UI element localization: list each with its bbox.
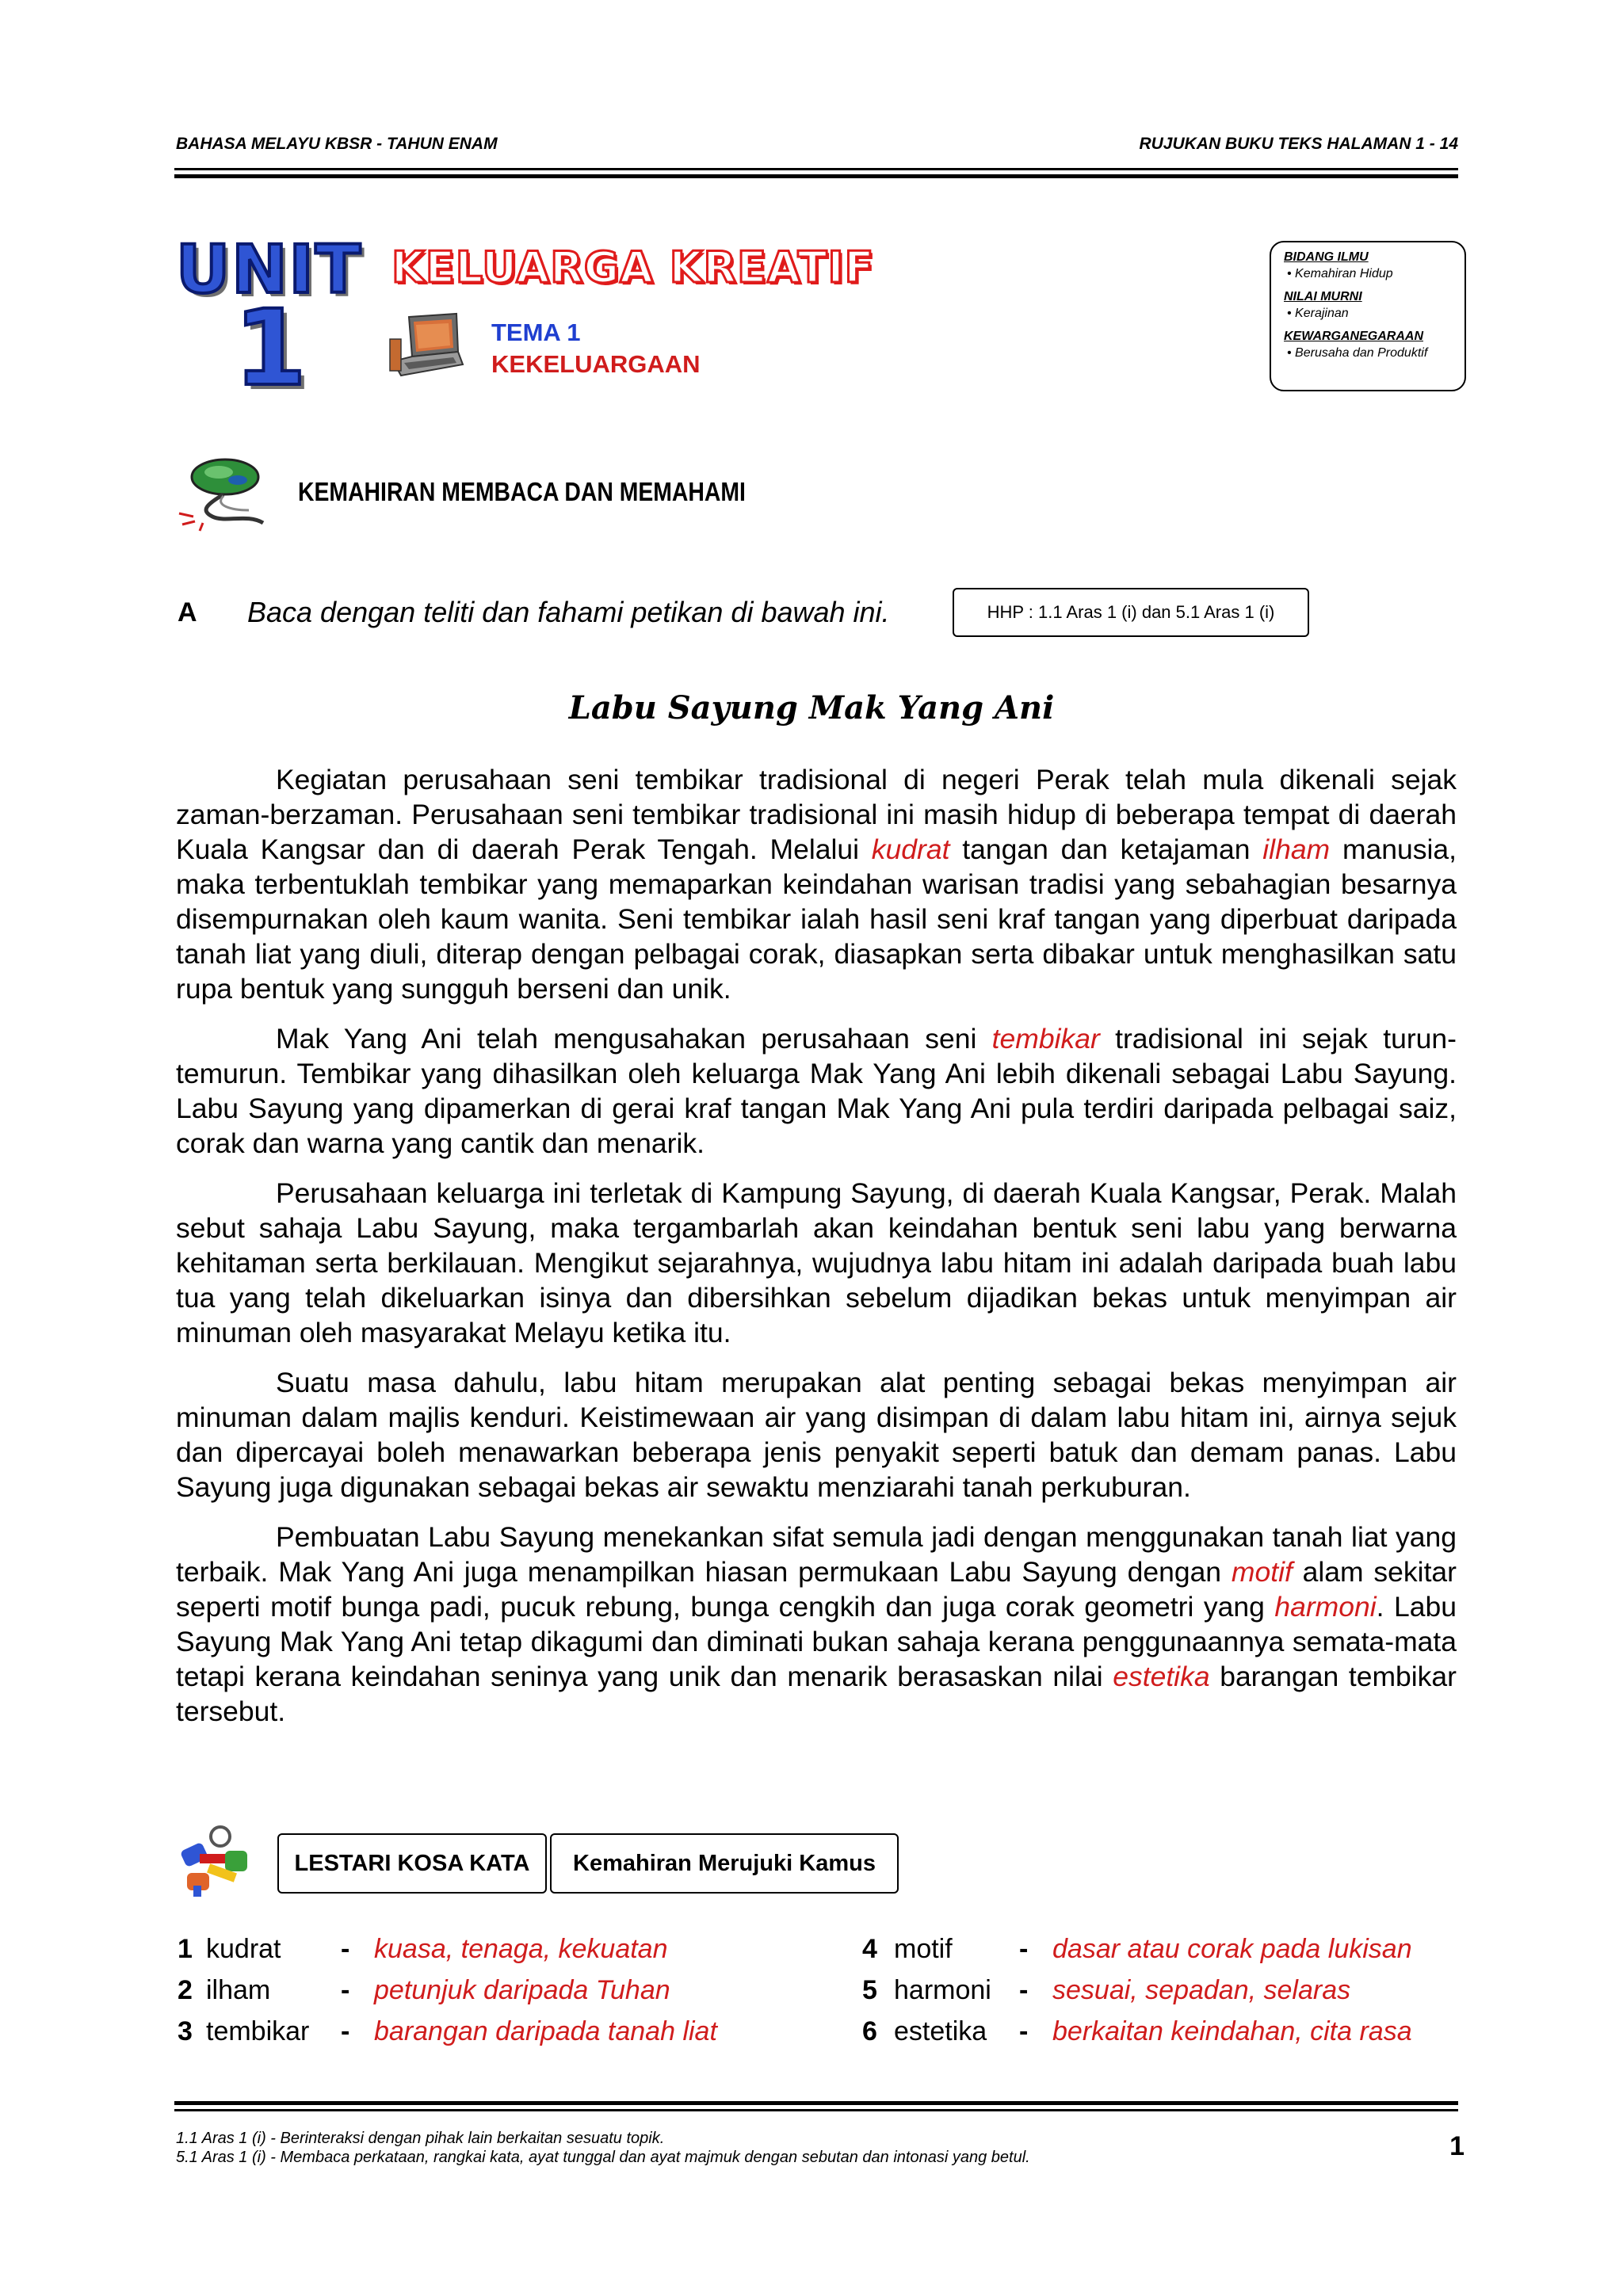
tema-name: KEKELUARGAAN [491, 350, 701, 378]
unit-number: 1 [234, 288, 307, 410]
footnote-2: 5.1 Aras 1 (i) - Membaca perkataan, rangkai kata, ayat tunggal dan ayat majmuk dengan sebutan dan intonasi yang betul. [176, 2149, 1030, 2166]
tema-label: TEMA 1 [491, 318, 581, 346]
highlight-motif: motif [1231, 1556, 1293, 1588]
highlight-estetika: estetika [1113, 1661, 1210, 1692]
keys-icon [176, 1822, 260, 1898]
highlight-harmoni: harmoni [1274, 1591, 1377, 1623]
bidang-ilmu-item: • Kemahiran Hidup [1287, 267, 1393, 280]
story-title: Labu Sayung Mak Yang Ani [568, 689, 1055, 727]
paragraph-4: Suatu masa dahulu, labu hitam merupakan alat penting sebagai bekas menyimpan air minuman dalam majlis kenduri. Keistimewaan air yang disimpan di dalam labu hitam ini, airnya sejuk dan dipercayai boleh menawarkan beberapa jenis penyakit seperti batuk dan demam panas. Labu Sayung juga digunakan sebagai bekas air sewaktu menziarahi tanah perkuburan. [176, 1367, 1457, 1503]
globe-icon [176, 455, 276, 534]
highlight-ilham: ilham [1262, 833, 1331, 865]
footer-rule-thin [174, 2109, 1458, 2111]
info-box [1270, 241, 1466, 391]
paragraph-1: Kegiatan perusahaan seni tembikar tradisional di negeri Perak telah mula dikenali sejak zaman-berzaman. Perusahaan seni tembikar tradisional ini masih hidup di beberapa tempat di daerah Kuala Kangsar dan di daerah Perak Tengah. Melalui kudrat tangan dan ketajaman ilham manusia, maka terbentuklah tembikar yang memaparkan keindahan warisan tradisi yang sebahagian besarnya disempurnakan oleh kaum wanita. Seni tembikar ialah hasil seni kraf tangan yang diperbuat daripada tanah liat yang diuli, diterap dengan pelbagai corak, diasapkan serta dibakar untuk menghasilkan satu rupa bentuk yang sungguh berseni dan unik. [176, 764, 1457, 1005]
tab-lestari-kosa-kata: LESTARI KOSA KATA [277, 1833, 547, 1894]
bidang-ilmu-label: BIDANG ILMU [1284, 250, 1369, 264]
header-rule-thick [174, 174, 1458, 178]
section-heading: KEMAHIRAN MEMBACA DAN MEMAHAMI [298, 477, 746, 506]
hhp-box: HHP : 1.1 Aras 1 (i) dan 5.1 Aras 1 (i) [953, 588, 1309, 637]
kewarganegaraan-item: • Berusaha dan Produktif [1287, 346, 1428, 360]
nilai-murni-label: NILAI MURNI [1284, 290, 1362, 303]
unit-title: KELUARGA KREATIF [391, 242, 875, 292]
story-body [176, 762, 1457, 1744]
laptop-icon [387, 312, 466, 383]
highlight-tembikar: tembikar [991, 1023, 1100, 1055]
paragraph-2: Mak Yang Ani telah mengusahakan perusahaan seni tembikar tradisional ini sejak turun-temurun. Tembikar yang dihasilkan oleh keluarga Mak Yang Ani lebih dikenali sebagai Labu Sayung. Labu Sayung yang dipamerkan di gerai kraf tangan Mak Yang Ani pula terdiri daripada pelbagai saiz, corak dan warna yang cantik dan menarik. [176, 1023, 1457, 1159]
paragraph-5: Pembuatan Labu Sayung menekankan sifat semula jadi dengan menggunakan tanah liat yang terbaik. Mak Yang Ani juga menampilkan hiasan permukaan Labu Sayung dengan motif alam sekitar seperti motif bunga padi, pucuk rebung, bunga cengkih dan juga corak geometri yang harmoni. Labu Sayung Mak Yang Ani tetap dikagumi dan diminati bukan sahaja kerana penggunaannya semata-mata tetapi kerana keindahan seninya yang unik dan menarik berasaskan nilai estetika barangan tembikar tersebut. [176, 1521, 1457, 1727]
header-rule-thin [174, 168, 1458, 170]
tab-kemahiran-merujuki-kamus: Kemahiran Merujuki Kamus [550, 1833, 899, 1894]
paragraph-3: Perusahaan keluarga ini terletak di Kampung Sayung, di daerah Kuala Kangsar, Perak. Malah sebut sahaja Labu Sayung, maka tergambarlah akan keindahan bentuk seni labu yang berwarna kehitaman serta berkilauan. Mengikut sejarahnya, wujudnya labu hitam ini adalah daripada buah labu tua yang telah dikeluarkan isinya dan dibersihkan sebelum dijadikan bekas untuk menyimpan air minuman oleh masyarakat Melayu ketika itu. [176, 1177, 1457, 1348]
kewarganegaraan-label: KEWARGANEGARAAN [1284, 330, 1423, 343]
section-marker: A [178, 597, 197, 627]
page-number: 1 [1449, 2131, 1465, 2161]
nilai-murni-item: • Kerajinan [1287, 307, 1349, 320]
footnote-1: 1.1 Aras 1 (i) - Berinteraksi dengan pihak lain berkaitan sesuatu topik. [176, 2130, 665, 2147]
footer-rule-thick [174, 2101, 1458, 2105]
header-left: BAHASA MELAYU KBSR - TAHUN ENAM [176, 135, 498, 153]
instruction-text: Baca dengan teliti dan fahami petikan di bawah ini. [247, 596, 890, 628]
highlight-kudrat: kudrat [871, 833, 950, 865]
unit-word: UNIT [176, 231, 363, 308]
header-right: RUJUKAN BUKU TEKS HALAMAN 1 - 14 [1139, 135, 1458, 153]
